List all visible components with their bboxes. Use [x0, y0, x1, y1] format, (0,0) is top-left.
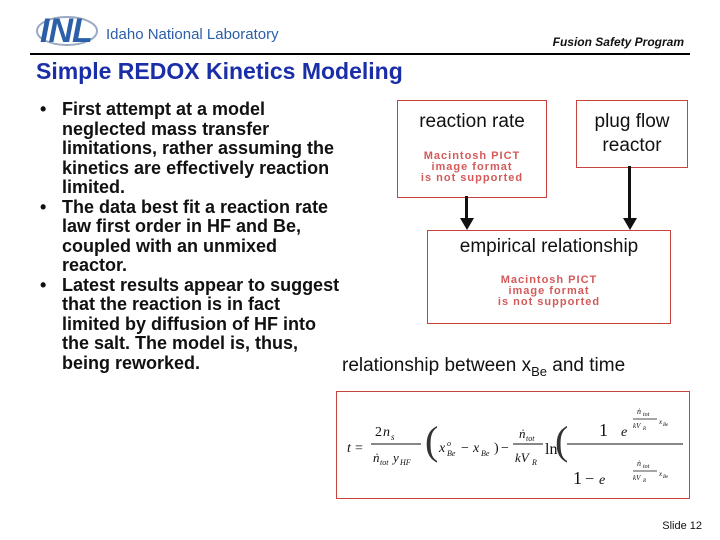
svg-text:tot: tot — [643, 412, 650, 418]
svg-text:e: e — [621, 425, 628, 440]
relationship-label: relationship between $x_{Be}$ and time — [342, 355, 626, 379]
svg-text:tot: tot — [643, 464, 650, 470]
svg-text:Be: Be — [447, 449, 456, 458]
svg-text:t: t — [347, 441, 351, 456]
svg-text:ln: ln — [545, 441, 558, 458]
slide-number: Slide 12 — [662, 520, 702, 532]
svg-text:e: e — [599, 473, 606, 488]
svg-text:1: 1 — [599, 420, 608, 440]
svg-text:x: x — [659, 470, 663, 478]
svg-text:R: R — [643, 479, 647, 484]
svg-text:kV: kV — [515, 450, 529, 465]
svg-text:kV: kV — [633, 474, 641, 482]
svg-text:kV: kV — [633, 422, 641, 430]
bullet-item: • Latest results appear to suggest that the reaction is in fact limited by diffusion of HF into the salt. The model is, thus, being reworked. — [40, 276, 340, 374]
svg-text:R: R — [643, 427, 647, 432]
inl-logo — [34, 8, 279, 54]
reaction-rate-label: reaction rate — [419, 111, 525, 132]
svg-text:ṅ: ṅ — [519, 426, 526, 441]
svg-text:R: R — [532, 458, 537, 467]
arrow-shaft-right — [628, 166, 631, 220]
slide-title: Simple REDOX Kinetics Modeling — [36, 58, 403, 84]
program-name: Fusion Safety Program — [552, 35, 684, 49]
svg-text:tot: tot — [380, 458, 389, 467]
svg-text:n: n — [383, 425, 390, 440]
svg-text:o: o — [447, 439, 451, 448]
svg-text:−: − — [501, 441, 509, 456]
svg-text:1: 1 — [573, 468, 582, 488]
svg-text:2: 2 — [375, 425, 382, 440]
bullet-item: • First attempt at a model neglected mass transfer limitations, rather assuming the kinetics are effectively reaction limited. — [40, 100, 340, 198]
svg-text:HF: HF — [400, 458, 411, 467]
svg-text:Be: Be — [481, 449, 490, 458]
svg-text:(: ( — [555, 418, 569, 463]
bullet-list — [40, 100, 340, 373]
empirical-label: empirical relationship — [459, 236, 639, 257]
logo-inl-text: INL — [40, 12, 92, 50]
equation-graphic — [337, 392, 689, 498]
empirical-relationship-box — [427, 230, 671, 324]
svg-text:x: x — [439, 441, 446, 456]
svg-text:−: − — [585, 471, 595, 488]
svg-text:tot: tot — [526, 434, 535, 443]
svg-text:ṅ: ṅ — [637, 459, 641, 468]
plug-flow-reactor-box — [576, 100, 688, 168]
svg-text:y: y — [393, 450, 399, 465]
arrow-down-icon — [623, 218, 637, 230]
svg-text:ṅ: ṅ — [637, 407, 641, 416]
header-divider — [30, 53, 690, 55]
svg-text:): ) — [494, 441, 499, 456]
pict-placeholder: Macintosh PICT image format is not supported — [420, 150, 524, 184]
pict-placeholder: Macintosh PICT image format is not supported — [497, 274, 601, 308]
svg-text:Be: Be — [663, 475, 669, 480]
svg-text:=: = — [355, 441, 363, 456]
svg-text:(: ( — [425, 418, 439, 463]
svg-text:s: s — [391, 432, 395, 442]
arrow-down-icon — [460, 218, 474, 230]
svg-text:−: − — [461, 441, 469, 456]
svg-text:x: x — [659, 418, 663, 426]
bullet-item: • The data best fit a reaction rate law first order in HF and Be, coupled with an unmixed reactor. — [40, 198, 340, 276]
arrow-shaft-left — [465, 196, 468, 220]
equation-box — [336, 391, 690, 499]
svg-text:ṅ: ṅ — [373, 450, 380, 465]
logo-org-name: Idaho National Laboratory — [106, 26, 279, 43]
plug-flow-label: plug flow reactor — [594, 111, 670, 156]
reaction-rate-box — [397, 100, 547, 198]
svg-text:Be: Be — [663, 423, 669, 428]
svg-text:x: x — [473, 441, 480, 456]
